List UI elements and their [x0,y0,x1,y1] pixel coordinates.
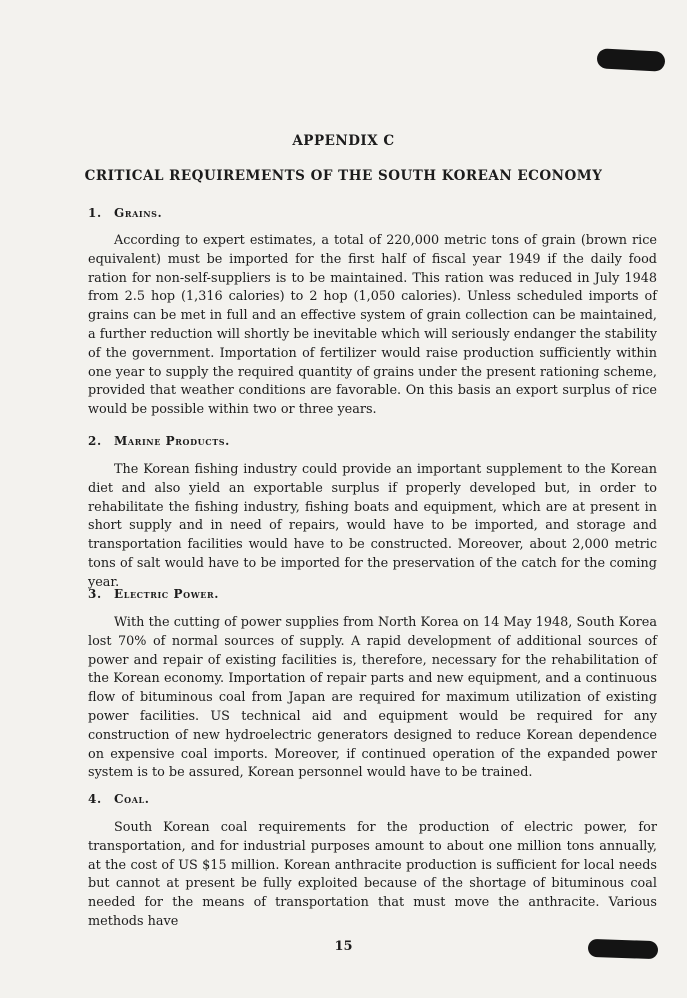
redaction-mark-bottom [588,939,659,959]
section-number: 3. [88,587,102,601]
section-body-grains: According to expert estimates, a total of 220,000 metric tons of grain (brown rice equivalent) must be imported for the first half of fiscal year 1949 if the daily food ration for non-self-suppliers is to be maintained. This ration was reduced in July 1948 from 2.5 hop (1,316 calories) to 2 hop (1,050 calories). Unless scheduled imports of grains can be met in full and an effective system of grain collection can be maintained, a further reduction will shortly be inevitable which will seriously endanger the stability of the government. Importation of fertilizer would raise production sufficiently within one year to supply the required quantity of grains under the present rationing scheme, provided that weather conditions are favorable. On this basis an export surplus of rice would be possible within two or three years. [88,233,657,418]
section-heading-grains [88,206,162,220]
section-title: Marine Products. [114,434,230,448]
section-number: 1. [88,206,102,220]
page-title: CRITICAL REQUIREMENTS OF THE SOUTH KOREAN ECONOMY [84,168,603,184]
redaction-mark-top [597,48,666,72]
section-heading-electric-power [88,587,219,601]
section-heading-coal [88,792,150,806]
appendix-label: APPENDIX C [292,133,395,149]
section-body-coal: South Korean coal requirements for the production of electric power, for transportation, and for industrial purposes amount to about one million tons annually, at the cost of US $15 million. Korean anthracite production is sufficient for local needs but cannot at present be fully exploited because of the shortage of bituminous coal needed for the means of transportation that must move the anthracite. Various methods have [88,820,657,929]
section-title: Grains. [114,206,163,220]
section-title: Coal. [114,792,150,806]
section-title: Electric Power. [114,587,220,601]
page-number: 15 [334,939,353,954]
section-number: 2. [88,434,102,448]
section-body-electric-power: With the cutting of power supplies from North Korea on 14 May 1948, South Korea lost 70% of normal sources of supply. A rapid development of additional sources of power and repair of existing facilities is, therefore, necessary for the rehabilitation of the Korean economy. Importation of repair parts and new equipment, and a continuous flow of bituminous coal from Japan are required for maximum utilization of existing power facilities. US technical aid and equipment would be required for any construction of new hydroelectric generators designed to reduce Korean dependence on expensive coal imports. Moreover, if continued operation of the expanded power system is to be assured, Korean personnel would have to be trained. [88,615,657,781]
section-heading-marine-products [88,434,230,448]
section-number: 4. [88,792,102,806]
section-body-marine-products: The Korean fishing industry could provide an important supplement to the Korean diet and also yield an exportable surplus if properly developed but, in order to rehabilitate the fishing industry, fishing boats and equipment, which are at present in short supply and in need of repairs, would have to be imported, and storage and transportation facilities would have to be constructed. Moreover, about 2,000 metric tons of salt would have to be imported for the preservation of the catch for the coming year. [88,462,657,590]
